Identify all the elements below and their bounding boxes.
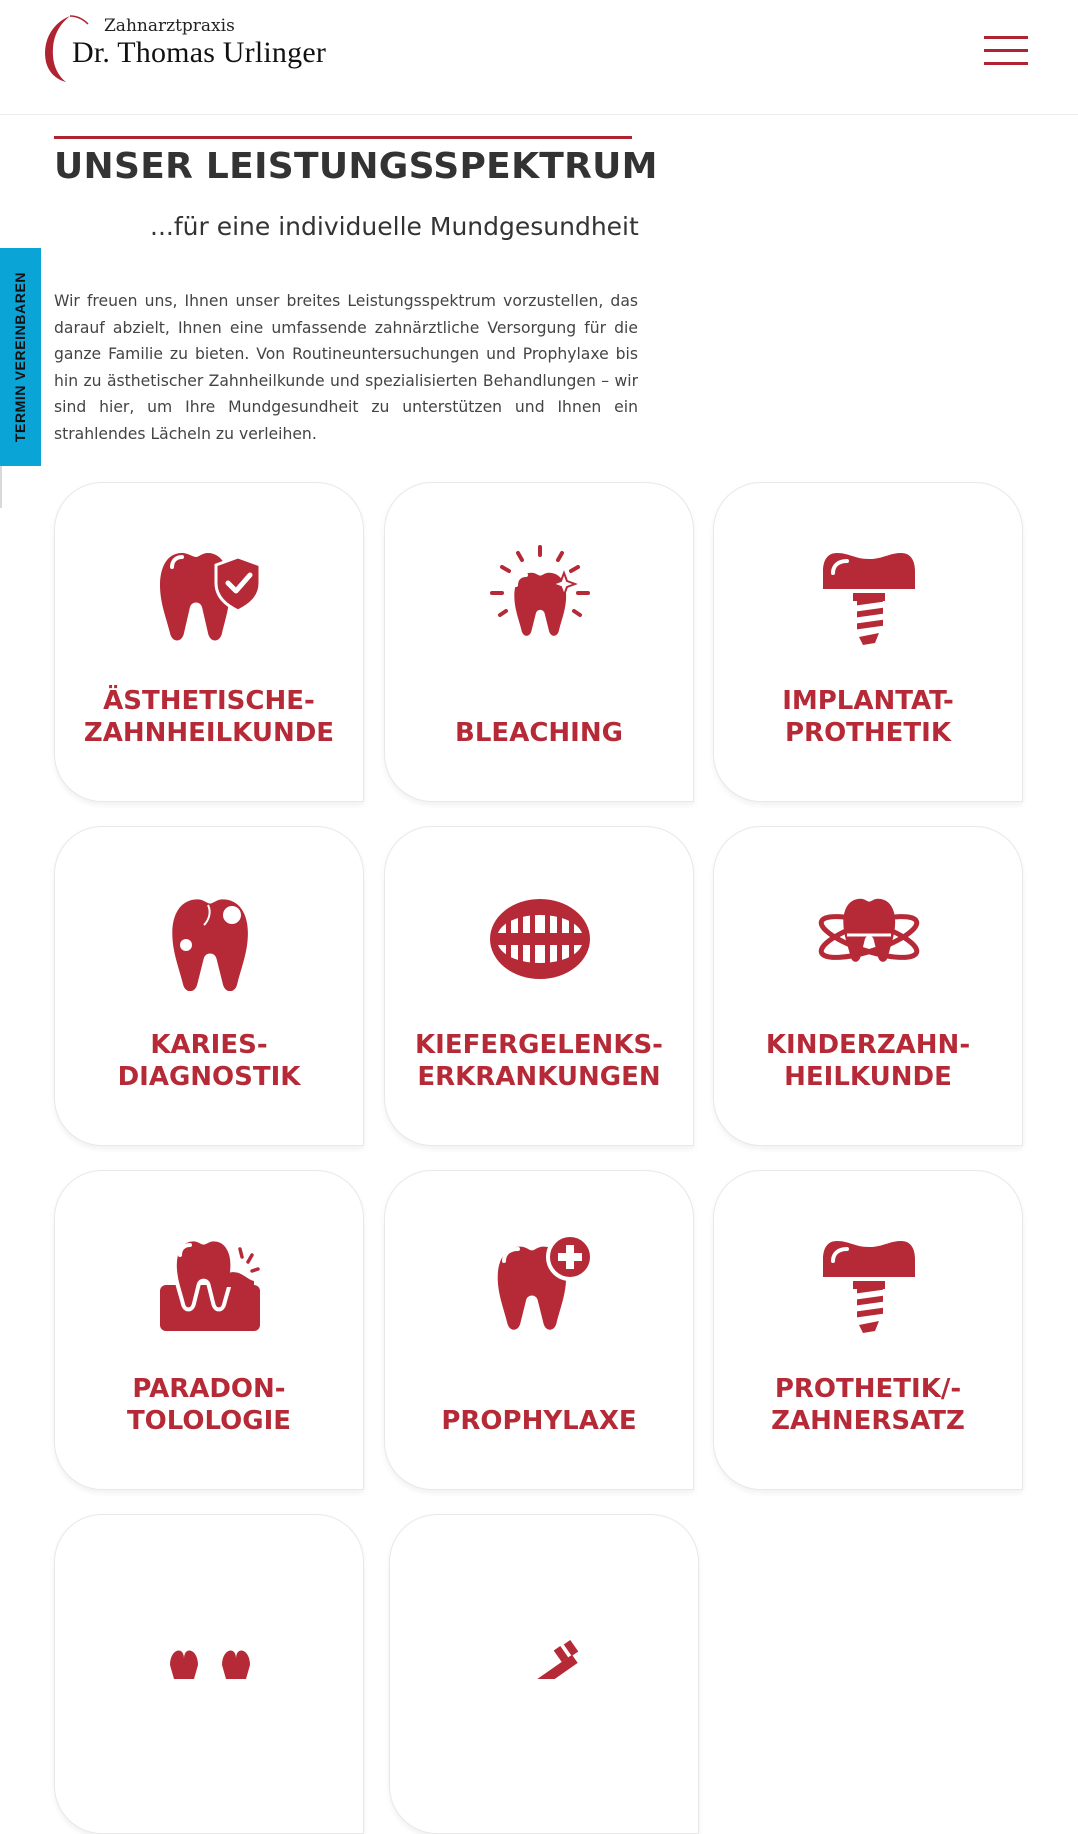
service-label bbox=[65, 1715, 353, 1781]
service-card-bleaching[interactable] bbox=[384, 482, 694, 802]
dental-implant-icon bbox=[817, 543, 921, 647]
service-label: BLEACHING bbox=[455, 718, 623, 748]
dental-implant-icon bbox=[817, 1231, 921, 1335]
page-subtitle: ...für eine individuelle Mundgesundheit bbox=[150, 212, 639, 241]
service-card-caries[interactable] bbox=[54, 826, 364, 1146]
tooth-orbit-icon bbox=[817, 887, 921, 991]
tooth-gum-icon bbox=[158, 1231, 262, 1335]
tooth-shield-icon bbox=[158, 543, 262, 647]
service-card-tmj[interactable] bbox=[384, 826, 694, 1146]
divider bbox=[0, 466, 2, 508]
service-label: KIEFERGELENKS- ERKRANKUNGEN bbox=[415, 1030, 663, 1092]
service-card-oral-hygiene[interactable] bbox=[389, 1514, 699, 1834]
service-label: IMPLANTAT- PROTHETIK bbox=[782, 686, 954, 748]
jaw-teeth-icon bbox=[488, 887, 592, 991]
service-label bbox=[400, 1715, 688, 1781]
toothbrush-icon bbox=[493, 1575, 597, 1679]
service-label: KARIES- DIAGNOSTIK bbox=[117, 1030, 301, 1092]
braces-icon bbox=[158, 1575, 262, 1679]
service-card-pediatric[interactable] bbox=[713, 826, 1023, 1146]
service-card-periodontology[interactable] bbox=[54, 1170, 364, 1490]
service-label: PROTHETIK/- ZAHNERSATZ bbox=[771, 1374, 965, 1436]
tooth-caries-icon bbox=[158, 887, 262, 991]
service-label: ÄSTHETISCHE- ZAHNHEILKUNDE bbox=[83, 686, 335, 748]
service-card-prophylaxis[interactable] bbox=[384, 1170, 694, 1490]
service-card-aesthetic[interactable] bbox=[54, 482, 364, 802]
hamburger-menu-icon[interactable] bbox=[984, 36, 1028, 68]
service-card-prosthetics[interactable] bbox=[713, 1170, 1023, 1490]
logo-name[interactable]: Dr. Thomas Urlinger bbox=[72, 36, 327, 69]
service-card-orthodontics[interactable] bbox=[54, 1514, 364, 1834]
intro-paragraph: Wir freuen uns, Ihnen unser breites Leistungsspektrum vorzustellen, das darauf abzielt, Ihnen eine umfassende zahnärztliche Versorgung für die ganze Familie zu bieten. Von Routineuntersuchungen und Prophylaxe bis hin zu ästhetischer Zahnheilkunde und spezialisierten Behandlungen – wir sind hier, um Ihre Mundgesundheit zu unterstützen und Ihnen ein strahlendes Lächeln zu verleihen. bbox=[54, 292, 638, 443]
site-header bbox=[0, 0, 1078, 115]
service-label: PROPHYLAXE bbox=[441, 1406, 637, 1436]
tooth-sparkle-icon bbox=[488, 543, 592, 647]
service-label: PARADON- TOLOLOGIE bbox=[126, 1374, 292, 1436]
tooth-plus-icon bbox=[488, 1231, 592, 1335]
service-label: KINDERZAHN- HEILKUNDE bbox=[765, 1030, 971, 1092]
service-card-implant[interactable] bbox=[713, 482, 1023, 802]
appointment-tab-label: TERMIN VEREINBAREN bbox=[12, 271, 28, 443]
title-divider bbox=[54, 136, 632, 139]
page-title: UNSER LEISTUNGSSPEKTRUM bbox=[54, 146, 658, 187]
appointment-side-tab[interactable] bbox=[0, 248, 41, 466]
logo-subtitle[interactable]: Zahnarztpraxis bbox=[104, 16, 235, 36]
